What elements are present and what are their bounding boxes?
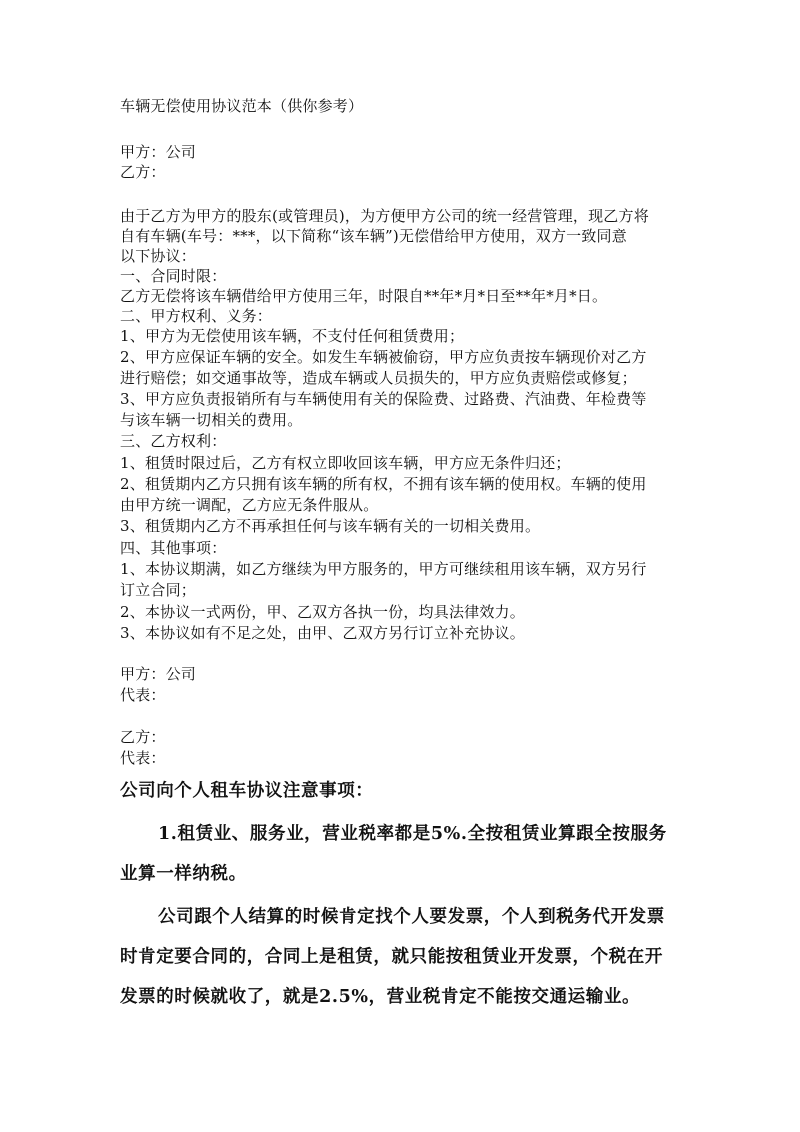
clause-line: 1、本协议期满，如乙方继续为甲方服务的，甲方可继续租用该车辆，双方另行 xyxy=(120,560,647,578)
signature-rep-b: 代表： xyxy=(120,749,166,767)
intro-line: 以下协议： xyxy=(120,247,197,265)
party-a-line: 甲方：公司 xyxy=(120,143,197,161)
notes-paragraph-line: 1.租赁业、服务业，营业税率都是5%.全按租赁业算跟全按服务 xyxy=(158,824,667,844)
clause-line: 1、租赁时限过后，乙方有权立即收回该车辆，甲方应无条件归还； xyxy=(120,454,571,472)
agreement-title: 车辆无偿使用协议范本（供你参考） xyxy=(120,97,364,115)
clause-line: 由甲方统一调配，乙方应无条件服从。 xyxy=(120,496,379,514)
section-heading: 二、甲方权利、义务： xyxy=(120,307,273,325)
clause-line: 进行赔偿；如交通事故等，造成车辆或人员损失的，甲方应负责赔偿或修复； xyxy=(120,369,637,387)
notes-paragraph-line: 时肯定要合同的，合同上是租赁，就只能按租赁业开发票，个税在开 xyxy=(120,947,663,967)
clause-line: 2、租赁期内乙方只拥有该车辆的所有权，不拥有该车辆的使用权。车辆的使用 xyxy=(120,475,647,493)
clause-line: 乙方无偿将该车辆借给甲方使用三年，时限自**年*月*日至**年*月*日。 xyxy=(120,287,608,305)
clause-line: 3、甲方应负责报销所有与车辆使用有关的保险费、过路费、汽油费、年检费等 xyxy=(120,390,647,408)
signature-party-b: 乙方： xyxy=(120,728,166,746)
clause-line: 与该车辆一切相关的费用。 xyxy=(120,411,303,429)
clause-line: 3、租赁期内乙方不再承担任何与该车辆有关的一切相关费用。 xyxy=(120,517,541,535)
clause-line: 1、甲方为无偿使用该车辆，不支付任何租赁费用； xyxy=(120,327,465,345)
clause-line: 2、甲方应保证车辆的安全。如发生车辆被偷窃，甲方应负责按车辆现价对乙方 xyxy=(120,348,647,366)
notes-paragraph-line: 业算一样纳税。 xyxy=(120,864,247,884)
party-b-line: 乙方： xyxy=(120,163,166,181)
notes-heading: 公司向个人租车协议注意事项： xyxy=(120,781,374,801)
section-heading: 一、合同时限： xyxy=(120,267,227,285)
clause-line: 订立合同； xyxy=(120,581,197,599)
section-heading: 四、其他事项： xyxy=(120,539,227,557)
intro-line: 自有车辆(车号：***，以下简称“该车辆”)无偿借给甲方使用，双方一致同意 xyxy=(120,227,627,245)
intro-line: 由于乙方为甲方的股东(或管理员)，为方便甲方公司的统一经营管理，现乙方将 xyxy=(120,207,649,225)
signature-party-a: 甲方：公司 xyxy=(120,665,197,683)
signature-rep-a: 代表： xyxy=(120,686,166,704)
notes-paragraph-line: 公司跟个人结算的时候肯定找个人要发票，个人到税务代开发票 xyxy=(158,907,665,927)
notes-paragraph-line: 发票的时候就收了，就是2.5%，营业税肯定不能按交通运输业。 xyxy=(120,987,641,1007)
clause-line: 3、本协议如有不足之处，由甲、乙双方另行订立补充协议。 xyxy=(120,624,525,642)
clause-line: 2、本协议一式两份，甲、乙双方各执一份，均具法律效力。 xyxy=(120,603,525,621)
section-heading: 三、乙方权利： xyxy=(120,432,227,450)
